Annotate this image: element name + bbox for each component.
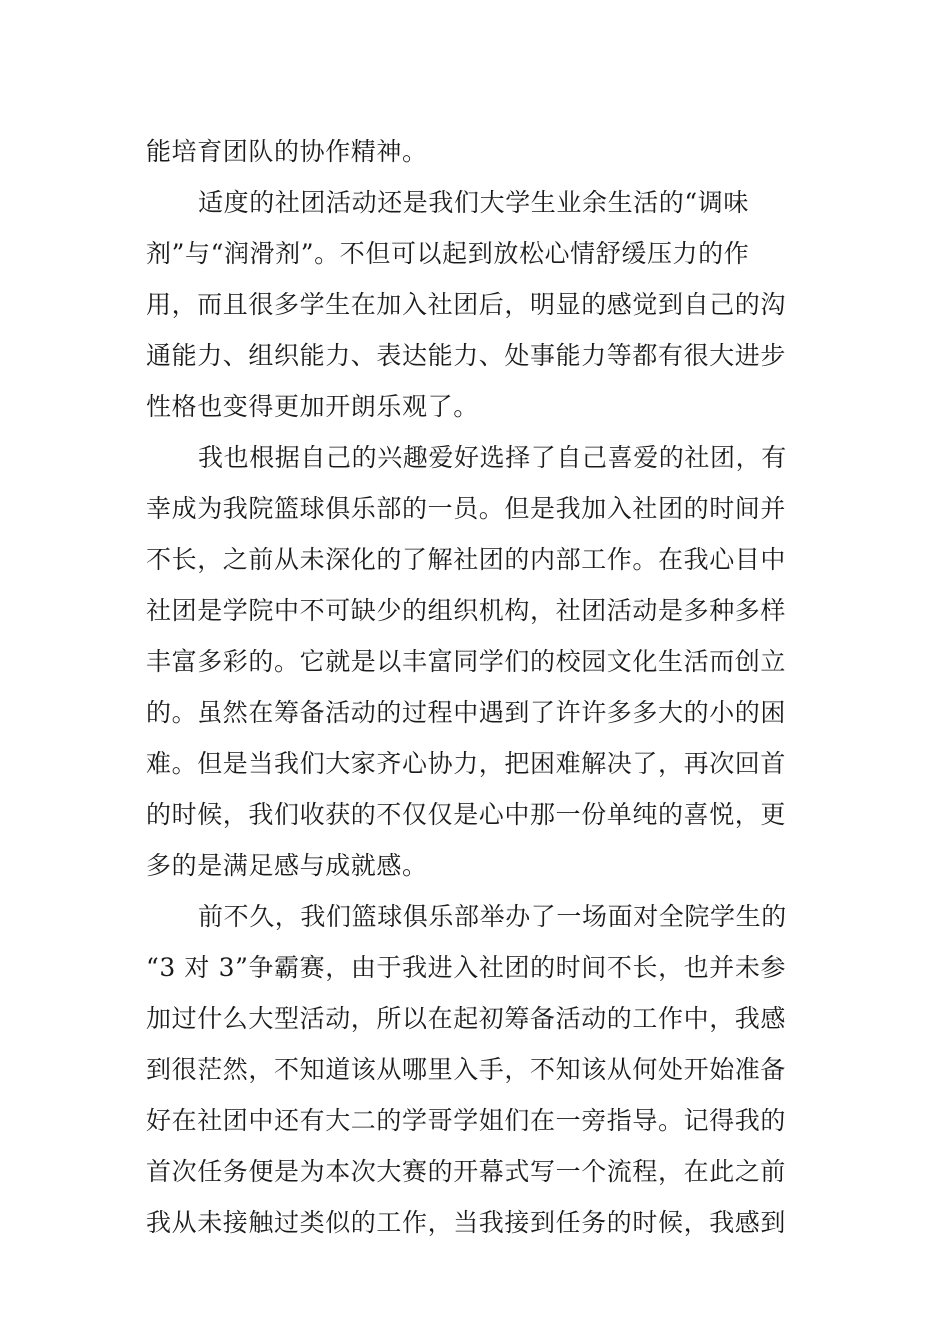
text-line: 的。虽然在筹备活动的过程中遇到了许许多多大的小的困: [146, 698, 787, 727]
text-line: 能培育团队的协作精神。: [146, 137, 428, 166]
text-line: “3 对 3”争霸赛，由于我进入社团的时间不长，也并未参: [146, 953, 787, 982]
paragraph-first-line: 我也根据自己的兴趣爱好选择了自己喜爱的社团，有: [198, 443, 787, 472]
paragraph-first-line: 前不久，我们篮球俱乐部举办了一场面对全院学生的: [198, 902, 787, 931]
text-line: 好在社团中还有大二的学哥学姐们在一旁指导。记得我的: [146, 1106, 787, 1135]
text-line: 首次任务便是为本次大赛的开幕式写一个流程，在此之前: [146, 1157, 787, 1186]
text-line: 剂”与“润滑剂”。不但可以起到放松心情舒缓压力的作: [146, 239, 750, 268]
paragraph-first-line: 适度的社团活动还是我们大学生业余生活的“调味: [198, 188, 749, 217]
text-line: 通能力、组织能力、表达能力、处事能力等都有很大进步: [146, 341, 787, 370]
text-line: 不长，之前从未深化的了解社团的内部工作。在我心目中: [146, 545, 787, 574]
text-line: 加过什么大型活动，所以在起初筹备活动的工作中，我感: [146, 1004, 787, 1033]
text-line: 我从未接触过类似的工作，当我接到任务的时候，我感到: [146, 1208, 787, 1237]
body-text: [146, 126, 806, 1248]
text-line: 到很茫然，不知道该从哪里入手，不知该从何处开始准备: [146, 1055, 787, 1084]
text-line: 丰富多彩的。它就是以丰富同学们的校园文化生活而创立: [146, 647, 787, 676]
text-line: 多的是满足感与成就感。: [146, 851, 428, 880]
text-line: 难。但是当我们大家齐心协力，把困难解决了，再次回首: [146, 749, 787, 778]
text-line: 幸成为我院篮球俱乐部的一员。但是我加入社团的时间并: [146, 494, 787, 523]
text-line: 用，而且很多学生在加入社团后，明显的感觉到自己的沟: [146, 290, 787, 319]
text-line: 的时候，我们收获的不仅仅是心中那一份单纯的喜悦，更: [146, 800, 787, 829]
text-line: 社团是学院中不可缺少的组织机构，社团活动是多种多样: [146, 596, 787, 625]
text-line: 性格也变得更加开朗乐观了。: [146, 392, 479, 421]
